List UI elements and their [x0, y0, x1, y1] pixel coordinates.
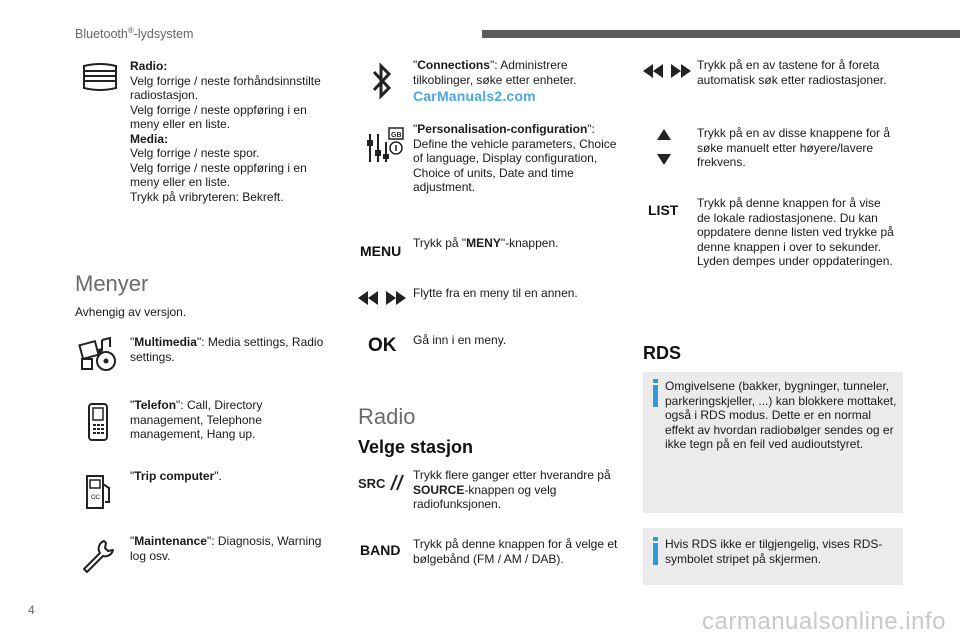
velge-stasjon-heading: Velge stasjon	[358, 437, 474, 457]
svg-text:GB: GB	[391, 132, 402, 139]
menyer-subtitle: Avhengig av versjon.	[75, 305, 187, 319]
ok-button-icon: OK	[368, 335, 397, 356]
menu-button-icon: MENU	[360, 243, 402, 259]
header-bar	[482, 30, 960, 38]
ok-description: Gå inn i en meny.	[413, 333, 507, 347]
svg-text:OC: OC	[91, 495, 100, 501]
svg-text:SRC: SRC	[358, 476, 386, 491]
trip-computer-icon	[83, 472, 113, 510]
telefon-description: "Telefon": Call, Directory management, Telephone management, Hang up.	[130, 398, 263, 441]
rds-note-1	[643, 372, 903, 513]
rds-note-2-text: Hvis RDS ikke er tilgjengelig, vises RDS-symbolet stripet på skjermen.	[665, 537, 883, 566]
rotary-knob-icon	[80, 58, 120, 96]
maintenance-description: "Maintenance": Diagnosis, Warning log osv.	[130, 534, 322, 563]
source-button-icon	[358, 472, 406, 492]
list-description: Trykk på denne knappen for å vise de lokale radiostasjonene. Du kan oppdatere denne listen ved trykke på denne knappen i over to sekunder. Lyden dempes under oppdateringen.	[697, 196, 894, 268]
wrench-icon	[80, 538, 116, 574]
seek-arrows-icon	[643, 63, 691, 79]
multimedia-description: "Multimedia": Media settings, Radio settings.	[130, 335, 324, 364]
bluetooth-icon	[371, 62, 393, 100]
manual-search-description: Trykk på en av disse knappene for å søke manuelt etter høyere/lavere frekvens.	[697, 126, 890, 169]
source-description: Trykk flere ganger etter hverandre på SOURCE-knappen og velg radiofunksjonen.	[413, 468, 611, 511]
radio-media-description: Radio: Velg forrige / neste forhåndsinnstilte radiostasjon. Velg forrige / neste oppføring i en meny eller en liste. Media: Velg forrige / neste spor. Velg forrige / neste oppføring i en meny eller en liste. Trykk på vribryteren: Bekreft.	[130, 59, 321, 204]
up-down-arrows-icon	[656, 127, 672, 167]
seek-description: Trykk på en av tastene for å foreta automatisk søk etter radiostasjoner.	[697, 58, 887, 87]
radio-heading: Radio	[358, 404, 416, 429]
menyer-heading: Menyer	[75, 271, 149, 296]
page-header-title: Bluetooth®-lydsystem	[75, 26, 194, 42]
rds-heading: RDS	[643, 343, 682, 363]
page-number: 4	[28, 603, 35, 617]
band-description: Trykk på denne knappen for å velge et bølgebånd (FM / AM / DAB).	[413, 537, 618, 566]
footer-watermark: carmanualsonline.info	[702, 608, 946, 635]
rds-note-1-text: Omgivelsene (bakker, bygninger, tunneler, parkeringskjeller, ...) kan blokkere mottaket, også i RDS modus. Dette er en normal effekt av hvordan radiobølger sendes og er ikke tegn på en feil ved audioutstyret.	[665, 379, 897, 451]
phone-icon	[87, 402, 109, 442]
connections-description: "Connections": Administrere tilkoblinger, søke etter enheter.	[413, 58, 577, 87]
list-button-icon: LIST	[648, 202, 679, 218]
personalisation-description: "Personalisation-configuration": Define the vehicle parameters, Choice of language, Display configuration, Choice of units, Date and time adjustment.	[413, 122, 617, 194]
trip-computer-description: "Trip computer".	[130, 469, 222, 483]
personalisation-icon	[365, 126, 405, 166]
multimedia-icon	[78, 337, 118, 373]
band-button-icon: BAND	[360, 542, 401, 558]
info-icon	[653, 385, 658, 407]
arrows-description: Flytte fra en meny til en annen.	[413, 286, 578, 300]
info-icon	[653, 543, 658, 565]
rds-note-2	[643, 528, 903, 585]
prev-next-arrows-icon	[358, 290, 406, 306]
menu-description: Trykk på "MENY"-knappen.	[413, 236, 559, 250]
watermark: CarManuals2.com	[413, 88, 536, 104]
